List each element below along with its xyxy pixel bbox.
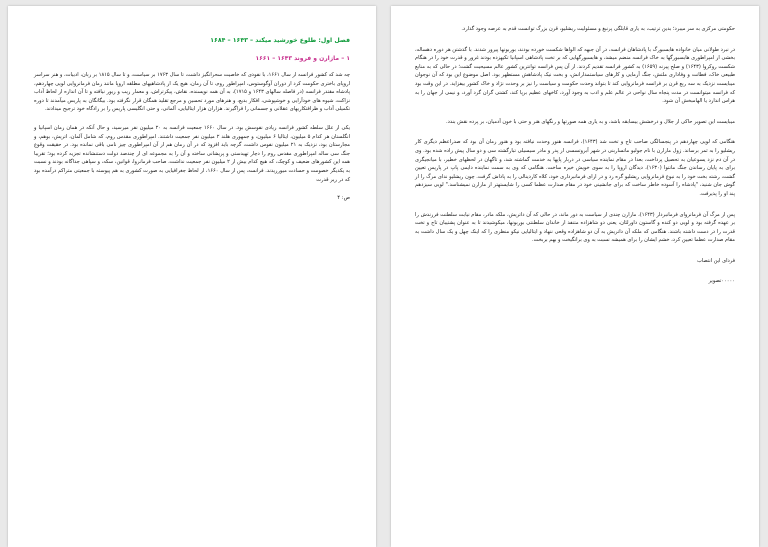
paragraph-short: فردای این انتصاب	[697, 257, 735, 264]
chapter-heading: فصل اول: طلوع خورشید میکند – ۱۶۴۳ – ۱۶۸۴	[210, 37, 350, 44]
paragraph: میبایست این تصویر حاکی از جلال و درخشش بیسابقه باشد، و به یاری همه صورتها و رنگهای هنر و حتی با خون آدمیان، بر پرده نقش بندد.	[445, 118, 735, 125]
paragraph: هنگامی که لویی چهاردهم در پنجسالگی صاحب تاج و تخت شد (۱۶۴۳)، فرانسه هنوز وحدت نیافته بود و هنوز زمان آن بود که صدراعظم دیگری کار ریشلیو را به ثمر برساند. ژول مازارن با نام جولیو ماتساربنی در شهر آبروتسسی از پدر و مادر سیسیلی تبارگشته سی و دو سال پیش زاده شده بود. وی در آن دم نزد یسوعیان به تحصیل پرداخت، بعدا در مقام نماینده سیاسی در دربار پاپها به خدمت گماشته شد، و تاگهان در لحظهای خطیر، با میانجیگری برای به پایان رساندن جنگ مانتوا (۱۶۳۰)، دیدگان اروپا را به سوی خویش خیره ساخت. هنگامی که وی به سمت نماینده دایمی پاپ در پاریس تعیین گشت، رشته بخت خود را به نبوغ فرمانروایی ریشلیو گره زد و در ازای فرمانبرداری خود، کلاه کاردینالی را به پاداش گرفت. چون ریشلیو ندای مرگ را از گوش جان شنید، "پادشاه را آسوده خاطر ساخت که برای جانشینی خود در مقام صدارت عظما کسی را شایستهتر از مازارن نمیشناسد." لویی سیزدهم پند او را پذیرفت.	[415, 139, 735, 197]
page-left	[8, 6, 376, 547]
paragraph-short: ۰۰۰۰۰تصویر	[708, 278, 735, 285]
paragraph: پس از مرگ آن فرمانروای فرمانبردار (۱۶۴۳)، مازارن چندی از سیاست به دور ماند، در حالی که آن داتریش، ملکه مادر، مقام نیابت سلطنت فرزندش را بر عهده گرفته بود و لویی دو کنده و گاستون داورلئان، یعنی دو شاهزاده متنفذ از خاندان سلطنتی بوربونها، میکوشیدند تا به عنوان پشتیبان تاج و تخت قدرت را در دست داشته باشند. هنگامی که ملکه آن داتریش به آن دو شاهزاده وقعی ننهاد و ایتالیایی نیکو منظری را که اینک چهل و یک سال داشت به مقام صدارت عظما تعیین کرد، خشم ایشان را برای همیشه نسبت به وی برانگیخت و بهم بربخت.	[415, 211, 735, 244]
section-subheading: ۱ – مازارن و فروند ۱۶۴۳ – ۱۶۶۱	[255, 55, 350, 62]
paragraph: یکی از علل سلطه کشور فرانسه زیادی نفوسش بود. در سال ۱۶۶۰ جمعیت فرانسه به ۲۰ میلیون نفر میرسید، و حال آنکه در همان زمان اسپانیا و انگلستان هر کدام ۵ میلیون، ایتالیا ۶ میلیون، و جمهوری هلند ۲ میلیون نفر جمعیت داشتند. امپراطوری مقدس روم، که شامل آلمان، اتریش، بوهم، و مجارستان بود، نزدیک به ۲۱ میلیون نفوس داشت، گرچه باید افزود که در آن زمان هم از آن امپراطوری چیز نامی باقی نمانده بود. در حقیقت وقوع جنگ سی ساله امپراطوری مقدس روم را دچار تهیدستی و پریشانی ساخته و آن را به مجموعه ای از چندصد دولت دستنشانده تجزیه کرده بود؛ تقریبا همه این کشورهای ضعیف و کوچک، که هیچ کدام بیش از ۲ میلیون نفر جمعیت نداشت، صاحب فرمانروا، قوانین، سکه، و سپاهی جداگانه بودند و نسبت به یکدیگر خصومت و حسادت میورزیدند. فرانسه، پس از سال ۱۶۶۰، از لحاظ جغرافیایی به صورت کشوری به هم پیوسته با جمعیتی متراکم درآمده بود که در زیر قدرت	[34, 124, 351, 183]
page-right	[391, 6, 759, 547]
paragraph: چه شد که کشور فرانسه از سال ۱۶۶۱، با نفوذی که خاصیت سحرانگیز داشت، تا سال ۱۷۶۳ بر سیاست، و تا سال ۱۸۱۵ بر زبان، ادبیات، و هنر سراسر اروپای باختری حکومت کرد از دوران آوگوستوس، امپراطور روم، تا آن زمان، هیچ یک از پادشاهیهای مطلقه اروپا مانند زمان فرمانروایی لویی چهاردهم، پادشاه مقتدر فرانسه (در فاصله سالهای ۱۶۴۳ و ۱۷۱۵)، به آن همه نویسنده، نقاش، پیکرتراش، و معمار زیب و زیور نیافته و تا آن اندازه از لحاظ آداب نزاکت، شیوه های خودآرایی و خوشپوشی، افکار بدیع، و هنرهای مورد تحسین و مرجع تقلید همگان قرار نگرفته بود. بیگانگان به پاریس میآمدند تا دوره تکمیلی آداب و ظرافتکاریهای عقلانی و جسمانی را فراگیرند. هزاران هزار ایتالیایی، آلمانی، و حتی انگلیسی پاریس را بر زادگاه خود ترجیح میدادند.	[34, 72, 350, 113]
paragraph: حکومتی مرکزی به سر میبرد؛ بدین ترتیب، به یاری قابلگی پرنبغ و مسئولیت ریشلیو، قرن بزرگ توانست قدم به عرصه وجود گذارد.	[461, 26, 735, 32]
paragraph: در نبرد طولانی میان خانواده هابسبورگ با پادشاهان فرانسه، در آن جبهه که الواها شکست خورده بودند، بوربونها پیروز شدند. با گذشتن هر دوره دهساله، بخشی از امپراطوری هابسبورگها به خاک فرانسه منضم میشد، و هابسبورگهایی که بر تخت پادشاهی اسپانیا تکیهزده بودند غرور و قدرت خود را در هنگام شکست روکروا (۱۶۴۳) و صلح پیرنه (۱۶۵۹) به کشور فرانسه تقدیم کردند. از آن پس فرانسه توانترین کشور عالم مسیحیت گشت؛ در حالی که به منابع طبیعی خاک، فطانت و وفاداری ملتش، جنگ آزمایی و کارهای سیاستمدارانش، و بخت نیک پادشاهش مستظهر بود. اصل موضوع این بود که آن نوجوان میبایست نزدیک به سه ربع قرن بر فرانسه فرمانروایی کند تا بتواند وحدت حکومت و سیاست را نیز بر وحدت نژاد و خاک کشور بیفزاید. در این وقت بود که فرانسه میتوانست در مدت پنجاه سال نواحی در عالم علم و ادب به وجود آورد، کاخهای عظیم برپا کند، کشتی گران گرد آورد، و نیمی از جهان را به هراس اندازد یا الهامبخش آن شود.	[415, 46, 736, 105]
page-number: ص: ۴	[337, 195, 350, 202]
